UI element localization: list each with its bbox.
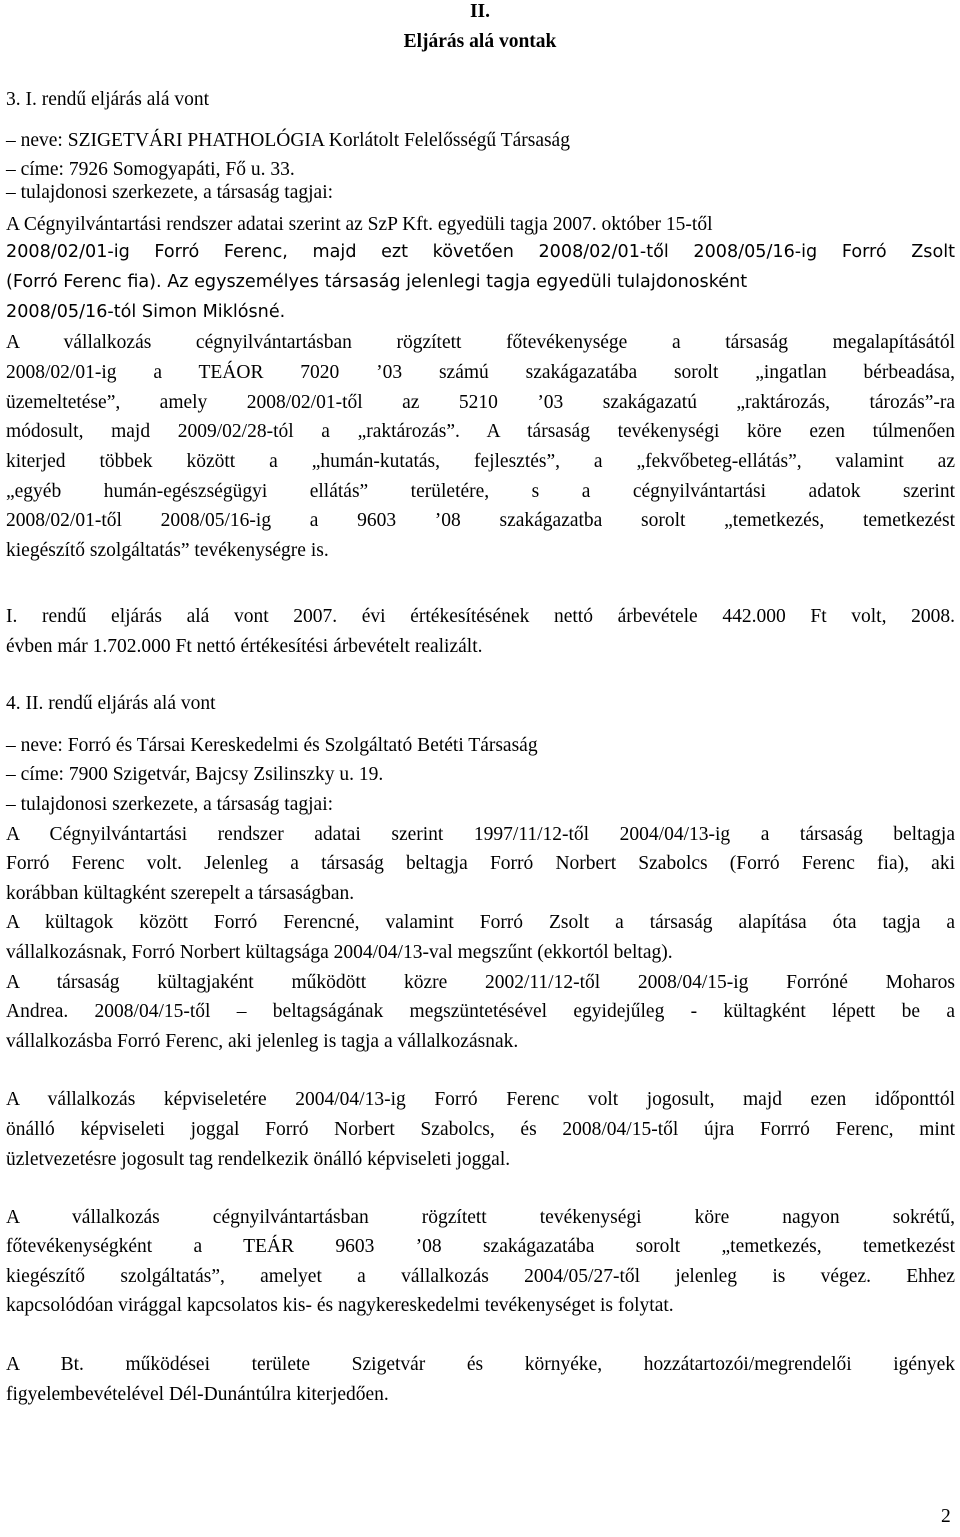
representation-line: A vállalkozás képviseletére 2004/04/13-ig Forró Ferenc volt jogosult, majd ezen időponttól <box>6 1089 955 1110</box>
representation-line: üzletvezetésre jogosult tag rendelkezik önálló képviseleti joggal. <box>6 1149 511 1170</box>
section-4-line: vállalkozásba Forró Ferenc, aki jelenleg is tagja a vállalkozásnak. <box>6 1031 519 1052</box>
section-3-owners-title: – tulajdonosi szerkezete, a társaság tagjai: <box>6 182 334 203</box>
activity-line: A vállalkozás cégnyilvántartásban rögzített tevékenységi köre nagyon sokrétű, <box>6 1207 955 1228</box>
section-4-line: korábban kültagként szerepelt a társaságban. <box>6 883 355 904</box>
section-3-address: – címe: 7926 Somogyapáti, Fő u. 33. <box>6 159 295 180</box>
section-4-line: vállalkozásnak, Forró Norbert kültagsága 2004/04/13-val megszűnt (ekkortól beltag). <box>6 942 673 963</box>
section-4-line: A kültagok között Forró Ferencné, valamint Forró Zsolt a társaság alapítása óta tagja a <box>6 912 955 933</box>
section-3-line: 2008/02/01-től 2008/05/16-ig a 9603 ’08 szakágazatba sorolt „temetkezés, temetkezést <box>6 510 955 531</box>
revenue-line: I. rendű eljárás alá vont 2007. évi értékesítésének nettó árbevétele 442.000 Ft volt, 2008. <box>6 606 955 627</box>
section-4-address: – címe: 7900 Szigetvár, Bajcsy Zsilinszky u. 19. <box>6 764 384 785</box>
section-3-line: 2008/02/01-ig a TEÁOR 7020 ’03 számú szakágazatába sorolt „ingatlan bérbeadása, <box>6 362 955 383</box>
part-number: II. <box>469 1 491 22</box>
section-3-title: 3. I. rendű eljárás alá vont <box>6 89 210 110</box>
page-title: Eljárás alá vontak <box>403 31 557 52</box>
representation-line: önálló képviseleti joggal Forró Norbert Szabolcs, és 2008/04/15-től újra Forrró Ferenc, mint <box>6 1119 955 1140</box>
section-3-line: „egyéb humán-egészségügyi ellátás” területére, s a cégnyilvántartási adatok szerint <box>6 481 955 502</box>
section-3-line: 2008/05/16-tól Simon Miklósné. <box>6 302 286 322</box>
section-3-line: A vállalkozás cégnyilvántartásban rögzített főtevékenysége a társaság megalapításától <box>6 332 955 353</box>
section-4-line: Andrea. 2008/04/15-től – beltagságának megszüntetésével egyidejűleg - kültagként lépett be a <box>6 1001 955 1022</box>
section-4-owners-title: – tulajdonosi szerkezete, a társaság tagjai: <box>6 794 334 815</box>
section-4-title: 4. II. rendű eljárás alá vont <box>6 693 216 714</box>
activity-line: kapcsolódóan virággal kapcsolatos kis- és nagykereskedelmi tevékenységet is folytat. <box>6 1295 674 1316</box>
section-3-line: 2008/02/01-ig Forró Ferenc, majd ezt követően 2008/02/01-től 2008/05/16-ig Forró Zsolt <box>6 242 955 262</box>
area-line: figyelembevételével Dél-Dunántúlra kiterjedően. <box>6 1384 389 1405</box>
page-number: 2 <box>941 1506 951 1527</box>
section-3-line: módosult, majd 2009/02/28-tól a „raktározás”. A társaság tevékenységi köre ezen túlmenően <box>6 421 955 442</box>
section-3-line: (Forró Ferenc fia). Az egyszemélyes társaság jelenlegi tagja egyedüli tulajdonosként <box>6 272 748 292</box>
section-3-line: üzemeltetése”, amely 2008/02/01-től az 5210 ’03 szakágazatú „raktározás, tározás”-ra <box>6 392 955 413</box>
section-3-name: – neve: SZIGETVÁRI PHATHOLÓGIA Korlátolt Felelősségű Társaság <box>6 130 570 151</box>
section-3-line: kiterjed többek között a „humán-kutatás, fejlesztés”, a „fekvőbeteg-ellátás”, valamint az <box>6 451 955 472</box>
section-3-line: A Cégnyilvántartási rendszer adatai szerint az SzP Kft. egyedüli tagja 2007. október 15-től <box>6 214 713 235</box>
section-4-name: – neve: Forró és Társai Kereskedelmi és Szolgáltató Betéti Társaság <box>6 735 538 756</box>
section-4-line: A Cégnyilvántartási rendszer adatai szerint 1997/11/12-től 2004/04/13-ig a társaság beltagja <box>6 824 955 845</box>
revenue-line: évben már 1.702.000 Ft nettó értékesítési árbevételt realizált. <box>6 636 483 657</box>
activity-line: kiegészítő szolgáltatás”, amelyet a vállalkozás 2004/05/27-től jelenleg is végez. Ehhez <box>6 1266 955 1287</box>
area-line: A Bt. működései területe Szigetvár és környéke, hozzátartozói/megrendelői igények <box>6 1354 955 1375</box>
section-4-line: Forró Ferenc volt. Jelenleg a társaság beltagja Forró Norbert Szabolcs (Forró Ferenc fia), aki <box>6 853 955 874</box>
activity-line: főtevékenységként a TEÁR 9603 ’08 szakágazatába sorolt „temetkezés, temetkezést <box>6 1236 955 1257</box>
section-4-line: A társaság kültagjaként működött közre 2002/11/12-től 2008/04/15-ig Forróné Moharos <box>6 972 955 993</box>
section-3-line: kiegészítő szolgáltatás” tevékenységre is. <box>6 540 329 561</box>
